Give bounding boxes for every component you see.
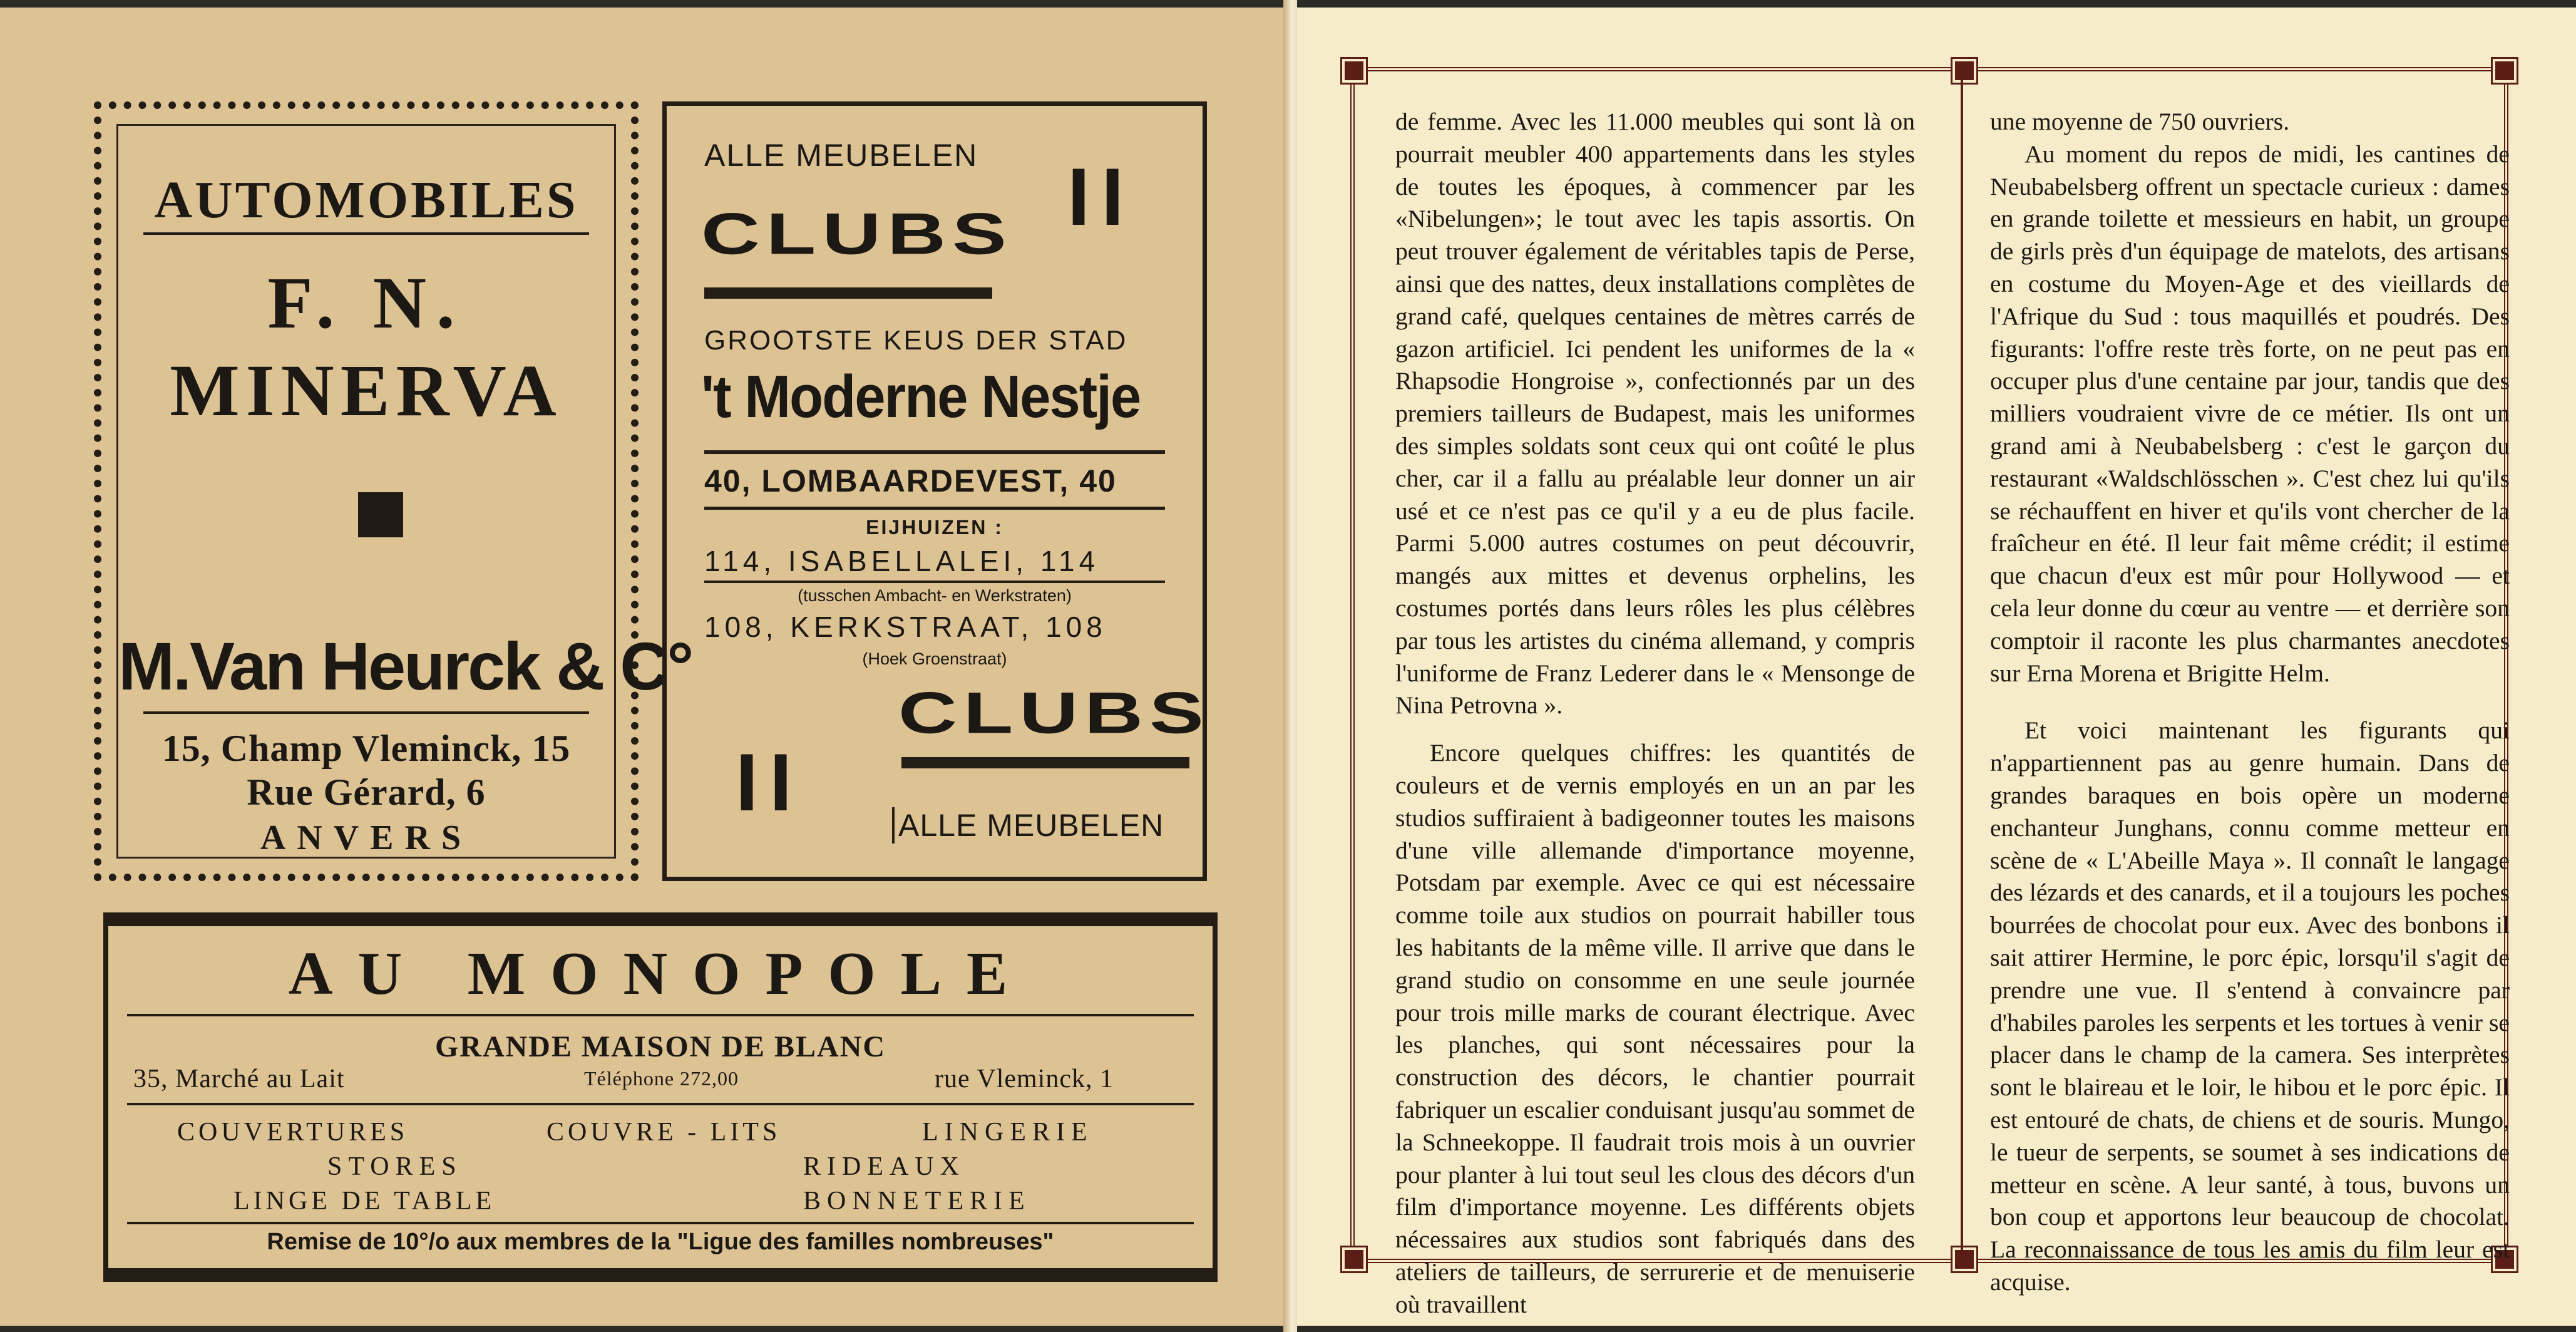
corner-ornament-icon <box>1953 59 1976 83</box>
divider <box>704 581 1165 583</box>
branch-1: 114, ISABELLALEI, 114 <box>704 545 1100 577</box>
alle-meubelen-top: ALLE MEUBELEN <box>704 138 978 173</box>
corner-ornament-icon <box>1953 1247 1976 1271</box>
monopole-title: AU MONOPOLE <box>288 940 1033 1008</box>
remise-notice: Remise de 10°/o aux membres de la "Ligue des familles nombreuses" <box>267 1229 1054 1255</box>
roman-numeral-bottom: II <box>736 736 804 828</box>
bar-rule <box>901 757 1189 768</box>
clubs-top: CLUBS <box>701 200 1013 267</box>
eijhuizen-label: EIJHUIZEN : <box>866 516 1003 539</box>
book-spine <box>1283 0 1297 1332</box>
address-line-2: Rue Gérard, 6 <box>247 772 486 813</box>
roman-numeral-top: II <box>1067 151 1136 242</box>
address-left: 35, Marché au Lait <box>133 1065 345 1093</box>
paragraph: de femme. Avec les 11.000 meubles qui sont là on pourrait meubler 400 appartements dans les styles de toutes les époques, à commencer par les «Nibelungen»; le tout avec les tapis assortis. On peut trouver également de véritables tapis de Perse, ainsi que des nattes, deux installations complètes de grand café, quelques centaines de mètres carrés de gazon artificiel. Ici pendent les uniformes de la « Rhapsodie Hongroise », confectionnés par un des premiers tailleurs de Budapest, mais les uniformes des simples soldats sont ceux qui ont coûté le plus cher, car il a fallu au préalable leur donner un air usé et ce n'est pas ce qu'il y a eu de plus facile. Parmi 5.000 autres costumes on peut découvrir, mangés aux mittes et devenus orphelins, les costumes portés dans leurs rôles les plus célèbres par tous les artistes du cinéma allemand, y compris l'uniforme de Franz Lederer dans le « Mensonge de Nina Petrovna ». <box>1395 108 1915 720</box>
address-line-1: 15, Champ Vleminck, 15 <box>162 728 571 769</box>
square-ornament-icon <box>358 492 403 537</box>
brand-fn: F. N. <box>267 262 465 344</box>
divider <box>704 507 1165 510</box>
alle-meubelen-bottom: ALLE MEUBELEN <box>892 807 1164 844</box>
paragraph: Encore quelques chiffres: les quantités de couleurs et de vernis employés en un an par les studios suffiraient à badigeonner toutes les maisons d'une ville allemande d'importance moyenne, Potsdam par exemple. Avec ce qui est nécessaire comme toile aux studios on pourrait habiller tous les habitants de la même ville. Il arrive que dans le grand studio on consomme en une seule journée pour trois mille marks de courant électrique. Avec les planches, qui sont nécessaires pour la construction des décors, le chantier pourrait fabriquer un escalier conduisant jusqu'au sommet de la Schneekoppe. Il faudrait trois mois à un ouvrier pour planter à lui tout seul les clous des décors d'un film d'importance moyenne. Les différents objets nécessaires aux studios sont fabriqués dans des ateliers de tailleurs, de serrurerie et de menuiserie où travaillent <box>1395 739 1915 1318</box>
divider <box>704 450 1165 454</box>
bar-rule <box>704 287 992 299</box>
city: ANVERS <box>260 818 473 857</box>
shop-name: 't Moderne Nestje <box>701 363 1141 430</box>
category-stores: STORES <box>327 1152 463 1181</box>
divider <box>143 711 589 714</box>
dealer-name: M.Van Heurck & C° <box>118 628 692 704</box>
address-right: rue Vleminck, 1 <box>935 1065 1114 1093</box>
ad-au-monopole <box>103 912 1218 1282</box>
clubs-bottom: CLUBS <box>898 679 1210 746</box>
paragraph: Au moment du repos de midi, les cantines de Neubabelsberg offrent un spectacle curieux : dames en grande toilette et messieurs en habit, un groupe de girls près d'un équipage de matelots, des artisans en costume du Moyen-Age et des vieillards de l'Afrique du Sud : tous maquillés et poudrés. Des figurants: l'offre reste très forte, on ne peut pas en occuper plus d'une centaine par jour, tandis que des milliers voudraient vivre de ce métier. Ils ont un grand ami à Neubabelsberg : c'est le garçon du restaurant «Waldschlösschen ». C'est chez lui qu'ils se réchauffent en hiver et qu'ils vont chercher de la fraîcheur en été. Il leur fait même crédit; il estime que chacun d'eux est mûr pour Hollywood — et cela leur donne du cœur au ventre — et derrière son comptoir il raconte les plus charmantes anecdotes sur Erna Morena et Brigitte Helm. <box>1990 140 2510 687</box>
divider <box>127 1014 1194 1016</box>
right-page-article <box>1297 8 2576 1326</box>
article-frame <box>1350 67 2510 1318</box>
ad-moderne-nestje <box>662 101 1210 881</box>
left-page-advertisements <box>0 8 1283 1326</box>
phone: Téléphone 272,00 <box>584 1067 739 1090</box>
ad-fn-minerva <box>94 101 692 881</box>
article-column-left <box>1395 106 1915 1321</box>
category-rideaux: RIDEAUX <box>803 1152 965 1181</box>
divider <box>143 232 589 235</box>
branch-2: 108, KERKSTRAAT, 108 <box>704 611 1107 643</box>
corner-ornament-icon <box>1342 59 1366 83</box>
ad-inner-border <box>116 124 692 859</box>
column-divider <box>1961 71 1963 1259</box>
divider <box>127 1103 1194 1105</box>
monopole-subtitle: GRANDE MAISON DE BLANC <box>434 1030 886 1063</box>
divider <box>127 1222 1194 1224</box>
branch-1-note: (tusschen Ambacht- en Werkstraten) <box>798 586 1072 605</box>
corner-ornament-icon <box>1342 1247 1366 1271</box>
category-bonneterie: BONNETERIE <box>803 1187 1031 1216</box>
category-linge-de-table: LINGE DE TABLE <box>233 1187 496 1216</box>
article-column-right <box>1990 106 2510 1299</box>
grootste-keus: GROOTSTE KEUS DER STAD <box>704 325 1128 356</box>
branch-2-note: (Hoek Groenstraat) <box>862 649 1007 668</box>
category-lingerie: LINGERIE <box>922 1118 1094 1147</box>
main-address: 40, LOMBAARDEVEST, 40 <box>704 463 1117 498</box>
corner-ornament-icon <box>2493 59 2517 83</box>
paragraph: une moyenne de 750 ouvriers. <box>1990 108 2290 135</box>
category-couvre-lits: COUVRE - LITS <box>547 1118 781 1147</box>
paragraph: Et voici maintenant les figurants qui n'appartiennent pas au genre humain. Dans de grandes baraques en bois opère un moderne enchanteur Junghans, connu comme metteur en scène de « L'Abeille Maya ». Il connaît le langage des lézards et des canards, et il a toujours les poches bourrées de chocolat pour eux. Avec des bonbons il sait attirer Hermine, le porc épic, lorsqu'il s'agit de prendre une vue. Il s'entend à convaincre par d'habiles paroles les serpents et les tortues à venir se placer dans le champ de la camera. Ses interprètes sont le blaireau et le loir, le hibou et le porc épic. Il est entouré de chats, de chiens et de souris. Mungo, le tueur de serpents, se soumet à ses indications de metteur en scène. A leur santé, à tous, buvons un bon coup et apportons leur beaucoup de chocolat. La reconnaissance de tous les amis du film leur est acquise. <box>1990 716 2510 1296</box>
category-couvertures: COUVERTURES <box>177 1118 409 1147</box>
ad-heading: AUTOMOBILES <box>154 171 578 229</box>
brand-minerva: MINERVA <box>170 349 563 431</box>
